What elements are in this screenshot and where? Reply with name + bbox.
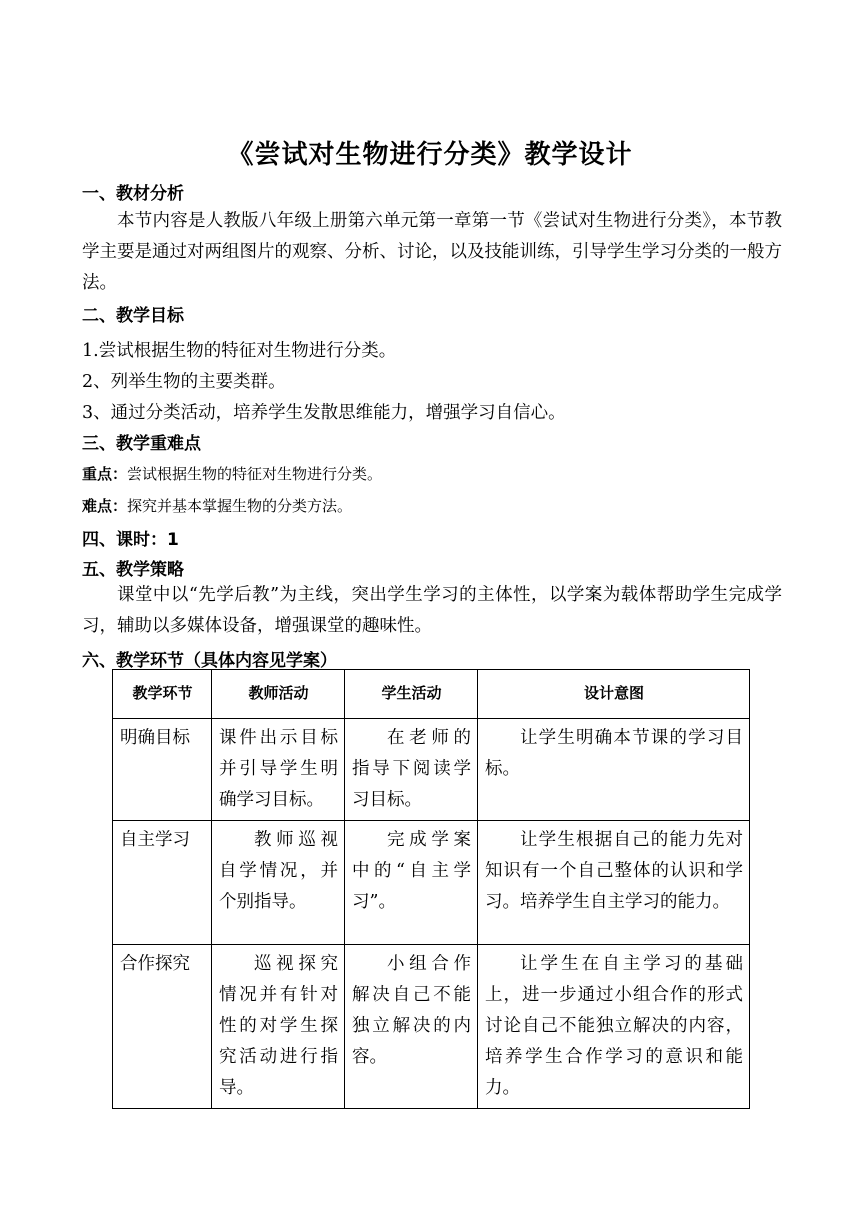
key-point-label: 重点： [82, 465, 128, 483]
objective-item-2: 2、列举生物的主要类群。 [82, 372, 286, 392]
section-heading-4: 四、课时：1 [82, 530, 179, 550]
section-body-5: 课堂中以“先学后教”为主线，突出学生学习的主体性，以学案为载体帮助学生完成学习，辅助以多媒体设备，增强课堂的趣味性。 [82, 585, 782, 636]
table-cell-student: 小组合作解决自己不能独立解决的内容。 [345, 945, 478, 1109]
table-header-cell: 教学环节 [113, 670, 212, 719]
table-header-cell: 设计意图 [478, 670, 750, 719]
table-cell-intent: 让学生根据自己的能力先对知识有一个自己整体的认识和学习。培养学生自主学习的能力。 [478, 821, 750, 945]
section-heading-3: 三、教学重难点 [82, 434, 201, 454]
table-row [113, 945, 750, 1109]
objective-item-3: 3、通过分类活动，培养学生发散思维能力，增强学习自信心。 [82, 403, 566, 423]
table-header-row [113, 670, 750, 719]
key-point-line [82, 463, 382, 484]
table-cell-student: 完成学案中的“自主学习”。 [345, 821, 478, 945]
objective-item-1: 1.尝试根据生物的特征对生物进行分类。 [82, 341, 397, 361]
difficulty-text: 探究并基本掌握生物的分类方法。 [127, 497, 353, 515]
section-heading-2: 二、教学目标 [82, 306, 184, 326]
table-cell-teacher: 课件出示目标并引导学生明确学习目标。 [212, 719, 345, 821]
table-header-cell: 教师活动 [212, 670, 345, 719]
table-cell-teacher: 教师巡视自学情况，并个别指导。 [212, 821, 345, 945]
section-heading-5: 五、教学策略 [82, 560, 184, 580]
table-cell-step: 明确目标 [113, 719, 212, 821]
section-heading-6: 六、教学环节（具体内容见学案） [82, 651, 337, 671]
section-heading-1: 一、教材分析 [82, 184, 184, 204]
table-row [113, 821, 750, 945]
table-row [113, 719, 750, 821]
table-cell-step: 合作探究 [113, 945, 212, 1109]
table-header-cell: 学生活动 [345, 670, 478, 719]
table-cell-teacher: 巡视探究情况并有针对性的对学生探究活动进行指导。 [212, 945, 345, 1109]
section-body-1: 本节内容是人教版八年级上册第六单元第一章第一节《尝试对生物进行分类》，本节教学主要是通过对两组图片的观察、分析、讨论，以及技能训练，引导学生学习分类的一般方法。 [82, 211, 782, 293]
table-cell-intent: 让学生在自主学习的基础上，进一步通过小组合作的形式讨论自己不能独立解决的内容，培养学生合作学习的意识和能力。 [478, 945, 750, 1109]
table-cell-student: 在老师的指导下阅读学习目标。 [345, 719, 478, 821]
table-cell-intent: 让学生明确本节课的学习目标。 [478, 719, 750, 821]
table-cell-step: 自主学习 [113, 821, 212, 945]
difficulty-label: 难点： [82, 497, 128, 515]
document-title: 《尝试对生物进行分类》教学设计 [227, 140, 633, 170]
difficulty-line [82, 495, 352, 516]
teaching-steps-table [112, 669, 750, 1109]
key-point-text: 尝试根据生物的特征对生物进行分类。 [127, 465, 383, 483]
